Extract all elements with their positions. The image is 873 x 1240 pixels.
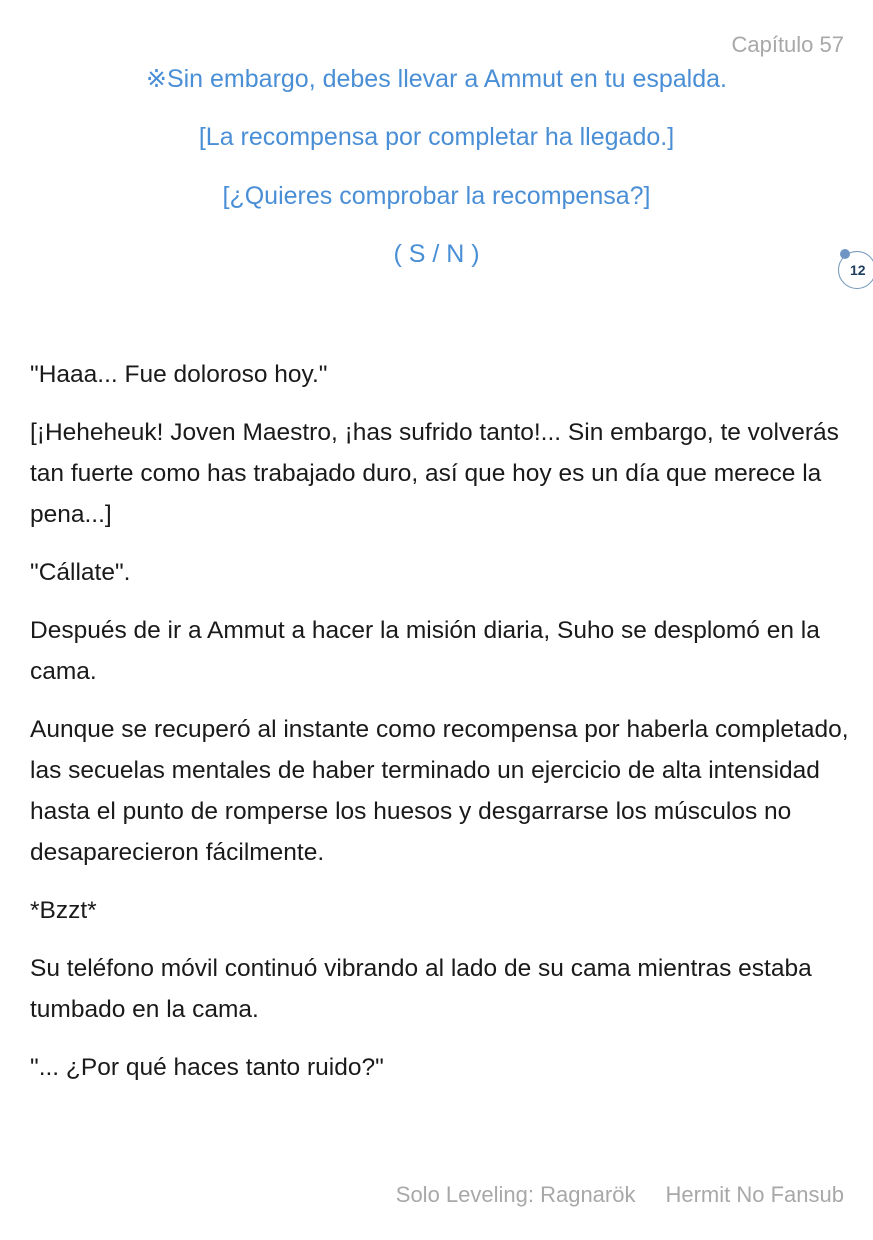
system-message: [La recompensa por completar ha llegado.] bbox=[198, 123, 675, 151]
system-message: ( S / N ) bbox=[393, 240, 480, 268]
paragraph: Después de ir a Ammut a hacer la misión diaria, Suho se desplomó en la cama. bbox=[30, 617, 820, 685]
paragraph: [¡Heheheuk! Joven Maestro, ¡has sufrido tanto!... Sin embargo, te volverás tan fuerte como has trabajado duro, así que hoy es un día que merece la pena...] bbox=[30, 419, 839, 528]
system-message: ※Sin embargo, debes llevar a Ammut en tu espalda. bbox=[146, 65, 727, 93]
footer bbox=[396, 1182, 844, 1208]
badge-dot-icon bbox=[840, 249, 850, 259]
paragraph: Su teléfono móvil continuó vibrando al lado de su cama mientras estaba tumbado en la cama. bbox=[30, 955, 812, 1023]
page-badge-count: 12 bbox=[850, 262, 866, 278]
system-message: [¿Quieres comprobar la recompensa?] bbox=[222, 182, 651, 210]
paragraph: "Cállate". bbox=[30, 559, 131, 586]
footer-group: Hermit No Fansub bbox=[665, 1182, 844, 1207]
chapter-body bbox=[30, 354, 850, 1105]
paragraph: Aunque se recuperó al instante como recompensa por haberla completado, las secuelas mentales de haber terminado un ejercicio de alta intensidad hasta el punto de romperse los huesos y desgarrarse los músculos no desaparecieron fácilmente. bbox=[30, 716, 849, 866]
paragraph: "... ¿Por qué haces tanto ruido?" bbox=[30, 1054, 384, 1081]
paragraph: "Haaa... Fue doloroso hoy." bbox=[30, 361, 328, 388]
chapter-label: Capítulo 57 bbox=[731, 32, 844, 57]
footer-title: Solo Leveling: Ragnarök bbox=[395, 1182, 636, 1207]
paragraph: *Bzzt* bbox=[30, 897, 97, 924]
